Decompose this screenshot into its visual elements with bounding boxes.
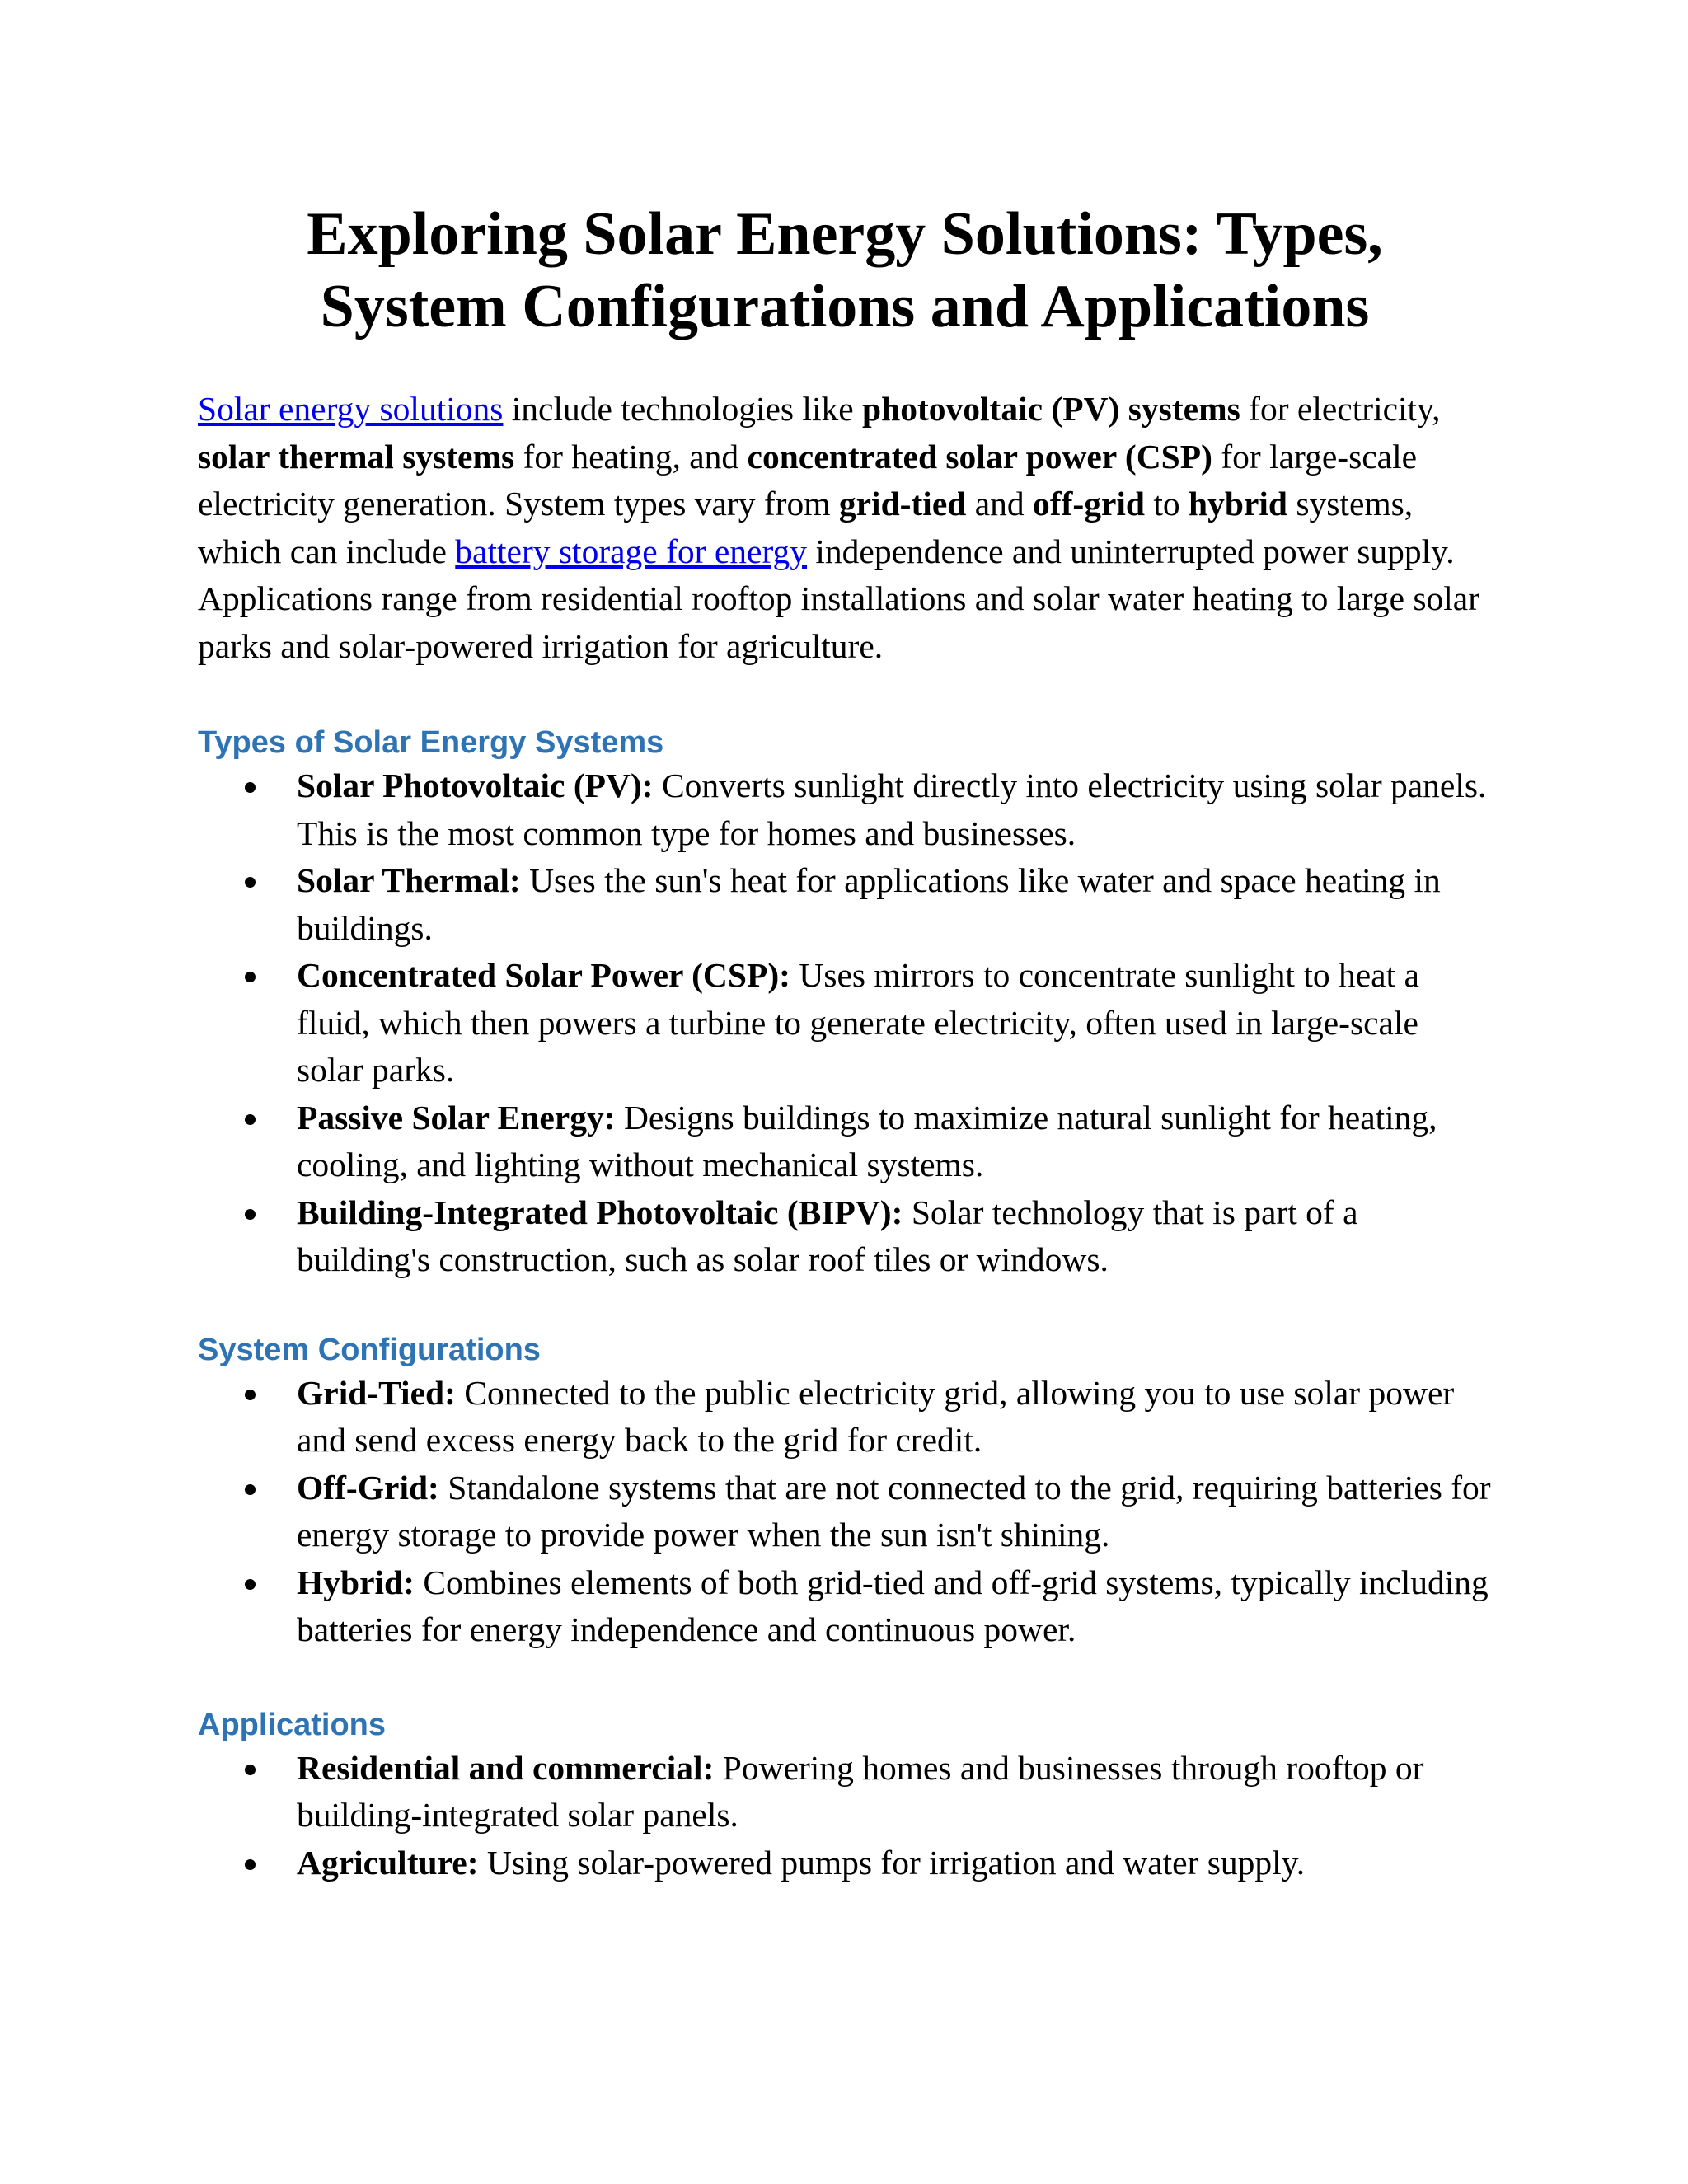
list-item bbox=[198, 857, 1492, 952]
item-desc: Uses mirrors to concentrate sunlight to heat a fluid, which then powers a turbine to generate electricity, often used in large-scale solar parks. bbox=[297, 956, 1419, 1089]
intro-text: systems, which can include bbox=[198, 485, 1414, 570]
item-desc: Powering homes and businesses through rooftop or building-integrated solar panels. bbox=[297, 1748, 1424, 1834]
bullet-icon bbox=[245, 1209, 256, 1220]
intro-text: and bbox=[966, 485, 1034, 523]
intro-bold: grid-tied bbox=[838, 485, 967, 523]
title-line-2: System Configurations and Applications bbox=[320, 273, 1370, 340]
bullet-icon bbox=[245, 1765, 256, 1775]
intro-text: for large-scale electricity generation. System types vary from bbox=[198, 437, 1418, 523]
item-desc: Converts sunlight directly into electricity using solar panels. This is the most common type for homes and businesses. bbox=[297, 766, 1487, 852]
bullet-icon bbox=[245, 782, 256, 793]
intro-bold: off-grid bbox=[1033, 485, 1146, 523]
bullet-icon bbox=[245, 877, 256, 888]
item-term: Off-Grid: bbox=[297, 1468, 439, 1507]
item-term: Residential and commercial: bbox=[297, 1748, 715, 1787]
intro-bold: hybrid bbox=[1189, 485, 1287, 523]
item-term: Passive Solar Energy: bbox=[297, 1098, 616, 1137]
intro-paragraph bbox=[198, 386, 1492, 670]
item-term: Grid-Tied: bbox=[297, 1373, 456, 1412]
item-desc: Standalone systems that are not connected to the grid, requiring batteries for energy storage to provide power when the sun isn't shining. bbox=[297, 1468, 1491, 1554]
config-heading: System Configurations bbox=[198, 1332, 541, 1367]
intro-text: for electricity, bbox=[1240, 390, 1441, 428]
bullet-icon bbox=[245, 1579, 256, 1590]
item-term: Hybrid: bbox=[297, 1563, 415, 1601]
list-item bbox=[198, 1189, 1492, 1284]
document-title bbox=[198, 198, 1492, 343]
item-desc: Combines elements of both grid-tied and off-grid systems, typically including batteries for energy independence and continuous power. bbox=[297, 1563, 1489, 1648]
item-desc: Uses the sun's heat for applications like water and space heating in buildings. bbox=[297, 861, 1441, 947]
item-term: Agriculture: bbox=[297, 1843, 479, 1882]
list-item bbox=[198, 1745, 1492, 1840]
bullet-icon bbox=[245, 1484, 256, 1495]
item-desc: Solar technology that is part of a building's construction, such as solar roof tiles or windows. bbox=[297, 1193, 1358, 1278]
bullet-icon bbox=[245, 1390, 256, 1400]
intro-text: independence and uninterrupted power supply. Applications range from residential rooftop installations and solar water heating to large solar parks and solar-powered irrigation for agriculture. bbox=[198, 532, 1480, 665]
item-term: Building-Integrated Photovoltaic (BIPV): bbox=[297, 1193, 903, 1231]
intro-text: to bbox=[1145, 485, 1189, 523]
intro-text: for heating, and bbox=[514, 437, 748, 476]
item-term: Solar Photovoltaic (PV): bbox=[297, 766, 654, 804]
list-item bbox=[198, 1370, 1492, 1465]
bullet-icon bbox=[245, 972, 256, 982]
list-item bbox=[198, 762, 1492, 857]
battery-storage-link[interactable]: battery storage for energy bbox=[455, 532, 808, 570]
intro-text: include technologies like bbox=[503, 390, 863, 428]
list-item bbox=[198, 952, 1492, 1094]
apps-list bbox=[198, 1745, 1492, 1887]
list-item bbox=[198, 1559, 1492, 1654]
item-desc: Designs buildings to maximize natural sunlight for heating, cooling, and lighting without mechanical systems. bbox=[297, 1098, 1437, 1183]
document-page bbox=[198, 198, 1492, 1886]
types-list bbox=[198, 762, 1492, 1284]
types-heading: Types of Solar Energy Systems bbox=[198, 725, 664, 760]
list-item bbox=[198, 1465, 1492, 1559]
intro-bold: solar thermal systems bbox=[198, 437, 515, 476]
title-line-1: Exploring Solar Energy Solutions: Types, bbox=[307, 200, 1383, 268]
item-term: Solar Thermal: bbox=[297, 861, 521, 899]
apps-heading: Applications bbox=[198, 1707, 387, 1742]
intro-bold: photovoltaic (PV) systems bbox=[862, 390, 1240, 428]
intro-bold: concentrated solar power (CSP) bbox=[747, 437, 1212, 476]
bullet-icon bbox=[245, 1859, 256, 1870]
bullet-icon bbox=[245, 1114, 256, 1125]
item-term: Concentrated Solar Power (CSP): bbox=[297, 956, 790, 994]
item-desc: Using solar-powered pumps for irrigation and water supply. bbox=[478, 1843, 1306, 1882]
config-list bbox=[198, 1370, 1492, 1654]
solar-energy-solutions-link[interactable]: Solar energy solutions bbox=[198, 390, 504, 428]
item-desc: Connected to the public electricity grid, allowing you to use solar power and send excess energy back to the grid for credit. bbox=[297, 1373, 1455, 1459]
list-item bbox=[198, 1094, 1492, 1189]
list-item bbox=[198, 1840, 1492, 1887]
